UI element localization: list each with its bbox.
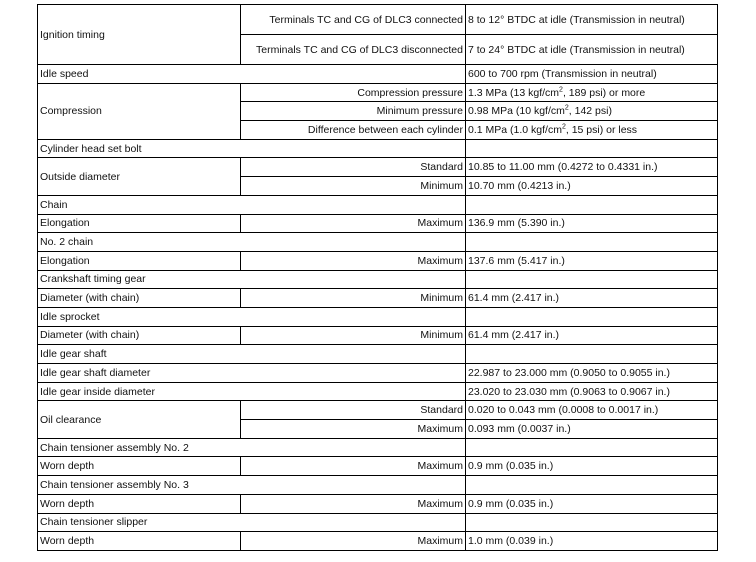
section-header: Cylinder head set bolt <box>38 139 466 158</box>
condition-cell: Standard <box>241 401 466 420</box>
value-cell <box>466 195 718 214</box>
value-cell: 22.987 to 23.000 mm (0.9050 to 0.9055 in.) <box>466 364 718 383</box>
condition-cell: Minimum <box>241 326 466 345</box>
value-cell: 61.4 mm (2.417 in.) <box>466 326 718 345</box>
table-row <box>38 195 718 214</box>
value-text: 1.3 MPa (13 kgf/cm <box>468 86 560 99</box>
table-row <box>38 382 718 401</box>
value-text: 0.1 MPa (1.0 kgf/cm <box>468 123 562 136</box>
condition-cell: Minimum pressure <box>241 102 466 121</box>
value-cell: 136.9 mm (5.390 in.) <box>466 214 718 233</box>
value-cell <box>466 233 718 252</box>
value-cell <box>466 307 718 326</box>
item-label: Idle gear shaft diameter <box>38 364 466 383</box>
compression-label: Compression <box>38 83 241 139</box>
value-cell: 600 to 700 rpm (Transmission in neutral) <box>466 65 718 84</box>
condition-cell: Maximum <box>241 494 466 513</box>
value-cell: 0.020 to 0.043 mm (0.0008 to 0.0017 in.) <box>466 401 718 420</box>
value-cell <box>466 438 718 457</box>
value-cell <box>466 270 718 289</box>
value-cell: 0.9 mm (0.035 in.) <box>466 494 718 513</box>
table-row <box>38 270 718 289</box>
value-cell: 10.70 mm (0.4213 in.) <box>466 177 718 196</box>
section-header: Chain tensioner assembly No. 3 <box>38 476 466 495</box>
oil-clearance-label: Oil clearance <box>38 401 241 438</box>
condition-cell: Minimum <box>241 177 466 196</box>
ignition-timing-label: Ignition timing <box>38 5 241 65</box>
value-cell <box>466 102 718 121</box>
section-header: Idle gear shaft <box>38 345 466 364</box>
item-label: Elongation <box>38 251 241 270</box>
value-cell: 61.4 mm (2.417 in.) <box>466 289 718 308</box>
value-cell: 137.6 mm (5.417 in.) <box>466 251 718 270</box>
item-label: Worn depth <box>38 494 241 513</box>
section-header: Chain <box>38 195 466 214</box>
idle-speed-label: Idle speed <box>38 65 466 84</box>
section-header: No. 2 chain <box>38 233 466 252</box>
superscript: 2 <box>564 104 569 112</box>
value-cell: 8 to 12° BTDC at idle (Transmission in neutral) <box>466 5 718 35</box>
outside-diameter-label: Outside diameter <box>38 158 241 195</box>
condition-cell: Maximum <box>241 251 466 270</box>
table-row <box>38 251 718 270</box>
value-cell: 0.9 mm (0.035 in.) <box>466 457 718 476</box>
table-row <box>38 513 718 532</box>
condition-cell: Maximum <box>241 420 466 439</box>
table-row <box>38 476 718 495</box>
table-row <box>38 289 718 308</box>
section-header: Idle sprocket <box>38 307 466 326</box>
table-row <box>38 65 718 84</box>
condition-cell: Maximum <box>241 214 466 233</box>
value-text: , 142 psi) <box>568 105 612 118</box>
value-text: , 15 psi) or less <box>565 123 638 136</box>
condition-cell: Maximum <box>241 532 466 551</box>
table-row <box>38 345 718 364</box>
section-header: Chain tensioner slipper <box>38 513 466 532</box>
specification-table <box>37 4 718 551</box>
value-cell <box>466 121 718 140</box>
condition-cell: Terminals TC and CG of DLC3 connected <box>241 5 466 35</box>
value-cell <box>466 345 718 364</box>
value-cell: 0.093 mm (0.0037 in.) <box>466 420 718 439</box>
table-row <box>38 326 718 345</box>
item-label: Idle gear inside diameter <box>38 382 466 401</box>
table-row <box>38 158 718 177</box>
item-label: Elongation <box>38 214 241 233</box>
table-row <box>38 401 718 420</box>
value-cell: 23.020 to 23.030 mm (0.9063 to 0.9067 in.) <box>466 382 718 401</box>
table-row <box>38 457 718 476</box>
value-cell <box>466 476 718 495</box>
condition-cell: Maximum <box>241 457 466 476</box>
superscript: 2 <box>561 123 566 131</box>
condition-cell: Compression pressure <box>241 83 466 102</box>
value-text: 0.98 MPa (10 kgf/cm <box>468 105 565 118</box>
condition-cell: Minimum <box>241 289 466 308</box>
condition-cell: Terminals TC and CG of DLC3 disconnected <box>241 35 466 65</box>
table-row <box>38 494 718 513</box>
value-cell: 1.0 mm (0.039 in.) <box>466 532 718 551</box>
table-row <box>38 214 718 233</box>
superscript: 2 <box>559 86 563 94</box>
table-row <box>38 364 718 383</box>
condition-cell: Standard <box>241 158 466 177</box>
value-cell <box>466 83 718 102</box>
value-cell: 10.85 to 11.00 mm (0.4272 to 0.4331 in.) <box>466 158 718 177</box>
table-row <box>38 438 718 457</box>
table-row <box>38 83 718 102</box>
item-label: Worn depth <box>38 532 241 551</box>
section-header: Chain tensioner assembly No. 2 <box>38 438 466 457</box>
section-header: Crankshaft timing gear <box>38 270 466 289</box>
table-row <box>38 5 718 35</box>
table-row <box>38 233 718 252</box>
condition-cell: Difference between each cylinder <box>241 121 466 140</box>
value-cell: 7 to 24° BTDC at idle (Transmission in neutral) <box>466 35 718 65</box>
table-row <box>38 532 718 551</box>
item-label: Worn depth <box>38 457 241 476</box>
item-label: Diameter (with chain) <box>38 289 241 308</box>
table-row <box>38 307 718 326</box>
value-cell <box>466 139 718 158</box>
item-label: Diameter (with chain) <box>38 326 241 345</box>
value-cell <box>466 513 718 532</box>
table-row <box>38 139 718 158</box>
value-text: , 189 psi) or more <box>562 86 646 99</box>
